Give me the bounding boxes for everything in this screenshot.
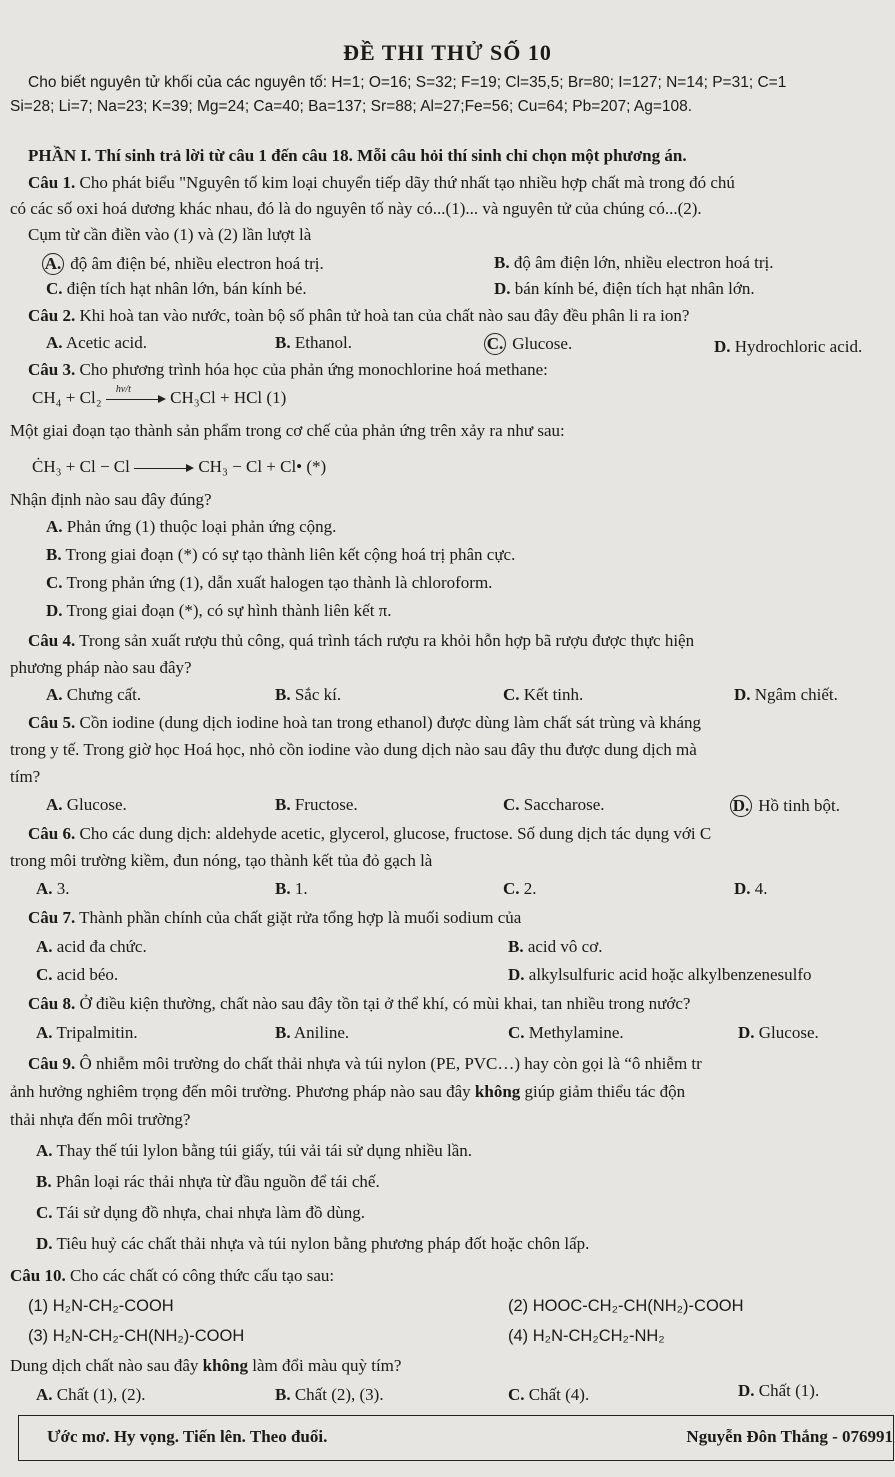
q8-option-c[interactable]: C. Methylamine. — [508, 1023, 624, 1042]
equation-2: ĊH₃ + Cl − Cl CH₃ − Cl + Cl• (*) — [32, 457, 327, 476]
q5-option-a[interactable]: A. Glucose. — [46, 795, 127, 814]
question-6: Câu 6. Cho các dung dịch: aldehyde acetic, glycerol, glucose, fructose. Số dung dịch tác dụng với C — [28, 824, 712, 843]
question-2: Câu 2. Khi hoà tan vào nước, toàn bộ số phân tử hoà tan của chất nào sau đây đều phân li ra ion? — [28, 306, 690, 325]
question-9-text-3: thải nhựa đến môi trường? — [10, 1110, 191, 1129]
substance-2: (2) HOOC-CH₂-CH(NH₂)-COOH — [508, 1297, 744, 1315]
q5-option-b[interactable]: B. Fructose. — [275, 795, 358, 814]
reaction-arrow-icon — [134, 462, 194, 474]
q8-option-b[interactable]: B. Aniline. — [275, 1023, 350, 1042]
q1-option-a[interactable]: A. độ âm điện bé, nhiều electron hoá trị. — [46, 253, 324, 275]
q4-option-c[interactable]: C. Kết tinh. — [503, 685, 584, 704]
q9-option-a[interactable]: A. Thay thế túi lylon bằng túi giấy, túi vải tái sử dụng nhiều lần. — [36, 1141, 473, 1160]
q5-option-c[interactable]: C. Saccharose. — [503, 795, 605, 814]
question-4-text-2: phương pháp nào sau đây? — [10, 658, 192, 677]
question-6-text-2: trong môi trường kiềm, đun nóng, tạo thành kết tủa đỏ gạch là — [10, 851, 433, 870]
q6-option-c[interactable]: C. 2. — [503, 879, 537, 898]
question-9-text-2: ảnh hưởng nghiêm trọng đến môi trường. Phương pháp nào sau đây không giúp giảm thiểu tác độn — [10, 1082, 686, 1101]
question-3: Câu 3. Cho phương trình hóa học của phản ứng monochlorine hoá methane: — [28, 360, 548, 379]
q7-option-c[interactable]: C. acid béo. — [36, 965, 119, 984]
q7-option-b[interactable]: B. acid vô cơ. — [508, 937, 603, 956]
q10-option-b[interactable]: B. Chất (2), (3). — [275, 1385, 384, 1404]
question-1-text-3: Cụm từ cần điền vào (1) và (2) lần lượt là — [28, 225, 312, 244]
question-5-text-3: tím? — [10, 767, 41, 786]
reaction-arrow-icon: hν/t — [106, 393, 166, 405]
q1-option-d[interactable]: D. bán kính bé, điện tích hạt nhân lớn. — [494, 279, 755, 298]
substance-1: (1) H₂N-CH₂-COOH — [28, 1297, 174, 1315]
q9-option-c[interactable]: C. Tái sử dụng đồ nhựa, chai nhựa làm đồ dùng. — [36, 1203, 366, 1222]
q3-option-c[interactable]: C. Trong phản ứng (1), dẫn xuất halogen tạo thành là chloroform. — [46, 573, 493, 592]
q10-option-c[interactable]: C. Chất (4). — [508, 1385, 590, 1404]
footer-motto: Ước mơ. Hy vọng. Tiến lên. Theo đuổi. — [47, 1427, 328, 1446]
substance-4: (4) H₂N-CH₂CH₂-NH₂ — [508, 1327, 665, 1345]
q1-option-b[interactable]: B. độ âm điện lớn, nhiều electron hoá trị. — [494, 253, 774, 272]
question-10: Câu 10. Cho các chất có công thức cấu tạo sau: — [10, 1266, 335, 1285]
q5-option-d[interactable]: D. Hồ tinh bột. — [734, 795, 840, 817]
q10-option-a[interactable]: A. Chất (1), (2). — [36, 1385, 146, 1404]
q7-option-d[interactable]: D. alkylsulfuric acid hoặc alkylbenzenesulfo — [508, 965, 812, 984]
q1-option-c[interactable]: C. điện tích hạt nhân lớn, bán kính bé. — [46, 279, 307, 298]
question-3-text-2: Một giai đoạn tạo thành sản phẩm trong cơ chế của phản ứng trên xảy ra như sau: — [10, 421, 565, 440]
q2-option-a[interactable]: A. Acetic acid. — [46, 333, 148, 352]
q7-option-a[interactable]: A. acid đa chức. — [36, 937, 147, 956]
question-4: Câu 4. Trong sản xuất rượu thủ công, quá trình tách rượu ra khỏi hỗn hợp bã rượu được thực hiện — [28, 631, 695, 650]
question-1-text-2: có các số oxi hoá dương khác nhau, đó là do nguyên tố này có...(1)... và nguyên tử của chúng có...(2). — [10, 199, 702, 218]
q9-option-d[interactable]: D. Tiêu huỷ các chất thải nhựa và túi nylon bằng phương pháp đốt hoặc chôn lấp. — [36, 1234, 590, 1253]
part-1-heading: PHẦN I. Thí sinh trả lời từ câu 1 đến câu 18. Mỗi câu hỏi thí sinh chỉ chọn một phương án. — [28, 146, 687, 165]
q8-option-a[interactable]: A. Tripalmitin. — [36, 1023, 138, 1042]
q4-option-b[interactable]: B. Sắc kí. — [275, 685, 342, 704]
q2-option-b[interactable]: B. Ethanol. — [275, 333, 352, 352]
q6-option-a[interactable]: A. 3. — [36, 879, 70, 898]
q3-option-b[interactable]: B. Trong giai đoạn (*) có sự tạo thành liên kết cộng hoá trị phân cực. — [46, 545, 516, 564]
q2-option-d[interactable]: D. Hydrochloric acid. — [714, 337, 863, 356]
q3-option-d[interactable]: D. Trong giai đoạn (*), có sự hình thành liên kết π. — [46, 601, 392, 620]
footer-box — [18, 1415, 894, 1461]
question-8: Câu 8. Ở điều kiện thường, chất nào sau đây tồn tại ở thể khí, có mùi khai, tan nhiều trong nước? — [28, 994, 691, 1013]
question-7: Câu 7. Thành phần chính của chất giặt rửa tổng hợp là muối sodium của — [28, 908, 522, 927]
question-5-text-2: trong y tế. Trong giờ học Hoá học, nhỏ cồn iodine vào dung dịch nào sau đây thu được dung dịch mà — [10, 740, 697, 759]
exam-title: ĐỀ THI THỬ SỐ 10 — [343, 40, 552, 65]
q6-option-d[interactable]: D. 4. — [734, 879, 768, 898]
question-10-text-2: Dung dịch chất nào sau đây không làm đổi màu quỳ tím? — [10, 1356, 402, 1375]
question-9: Câu 9. Ô nhiễm môi trường do chất thải nhựa và túi nylon (PE, PVC…) hay còn gọi là “ô nhiễm tr — [28, 1054, 702, 1073]
q9-option-b[interactable]: B. Phân loại rác thải nhựa từ đầu nguồn để tái chế. — [36, 1172, 380, 1191]
atomic-mass-line-2: Si=28; Li=7; Na=23; K=39; Mg=24; Ca=40; Ba=137; Sr=88; Al=27;Fe=56; Cu=64; Pb=207; Ag=108. — [10, 98, 693, 115]
question-3-text-3: Nhận định nào sau đây đúng? — [10, 490, 212, 509]
q6-option-b[interactable]: B. 1. — [275, 879, 308, 898]
q3-option-a[interactable]: A. Phản ứng (1) thuộc loại phản ứng cộng. — [46, 517, 337, 536]
q2-option-c[interactable]: C. Glucose. — [488, 333, 572, 355]
substance-3: (3) H₂N-CH₂-CH(NH₂)-COOH — [28, 1327, 245, 1345]
q8-option-d[interactable]: D. Glucose. — [738, 1023, 819, 1042]
question-5: Câu 5. Cồn iodine (dung dịch iodine hoà tan trong ethanol) được dùng làm chất sát trùng và kháng — [28, 713, 702, 732]
equation-1: CH₄ + Cl₂ hν/t CH₃Cl + HCl (1) — [32, 384, 287, 407]
question-1: Câu 1. Cho phát biểu "Nguyên tố kim loại chuyển tiếp dãy thứ nhất tạo nhiều hợp chất mà trong đó chú — [28, 173, 735, 192]
q4-option-d[interactable]: D. Ngâm chiết. — [734, 685, 838, 704]
atomic-mass-line-1: Cho biết nguyên tử khối của các nguyên tố: H=1; O=16; S=32; F=19; Cl=35,5; Br=80; I=127; N=14; P=31; C=1 — [28, 74, 787, 91]
footer-author: Nguyễn Đôn Thắng - 076991 — [686, 1427, 893, 1446]
q4-option-a[interactable]: A. Chưng cất. — [46, 685, 142, 704]
q10-option-d[interactable]: D. Chất (1). — [738, 1381, 820, 1400]
